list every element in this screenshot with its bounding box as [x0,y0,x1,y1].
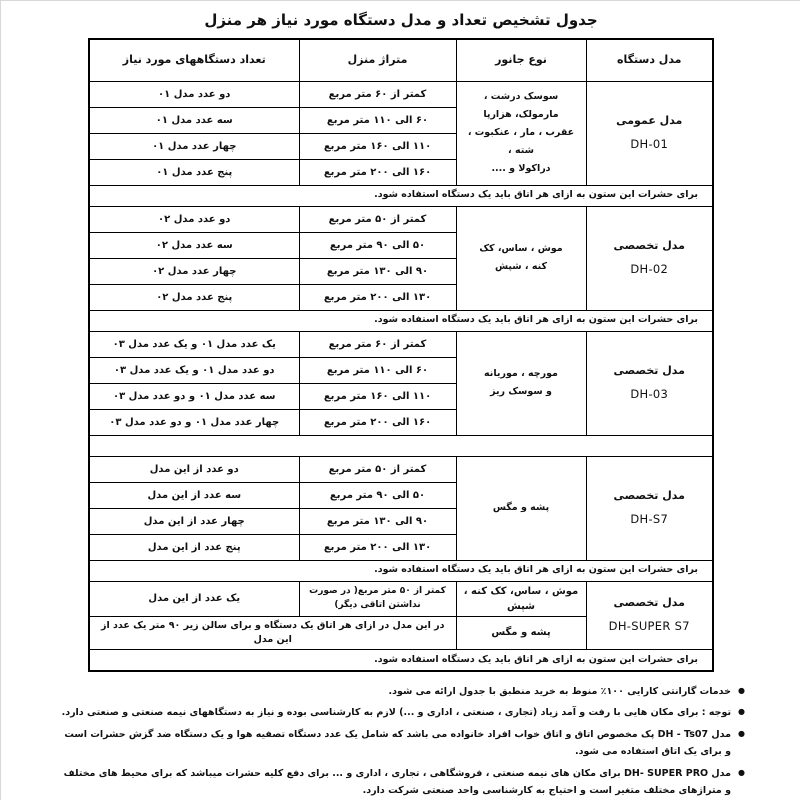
model-type-label: مدل تخصصی [613,239,685,253]
animal-cell: موش ، ساس، کک کنه ، شپش [456,581,586,616]
area-cell: ۱۶۰ الی ۲۰۰ متر مربع [299,159,456,185]
count-cell: چهار عدد از این مدل [89,508,299,534]
room-note-text: برای حشرات این ستون به ازای هر اتاق باید یک دستگاه استفاده شود. [89,310,713,331]
animal-line: سوسک درشت ، مارمولک، هزارپا [483,90,559,120]
footnote-text: توجه : برای مکان هایی با رفت و آمد زیاد (تجاری ، صنعتی ، اداری و ...) لازم به کارشناسی بوده و نیاز به دستگاههای نیمه صنعتی و صنعتی دارد. [61,707,732,719]
model-code-label: DH-02 [630,261,669,276]
col-header-model: مدل دستگاه [586,39,713,81]
area-cell: ۱۳۰ الی ۲۰۰ متر مربع [299,534,456,560]
count-cell: دو عدد مدل ۰۱ [89,81,299,107]
table-row [89,331,713,357]
room-note-row [89,310,713,331]
count-cell: سه عدد مدل ۰۲ [89,232,299,258]
table-row [89,581,713,616]
area-cell: کمتر از ۵۰ متر مربع [299,206,456,232]
bullet-icon: ● [738,685,745,695]
col-header-count: تعداد دستگاههای مورد نیاز [89,39,299,81]
animal-cell-dh02 [456,206,586,310]
count-cell: سه عدد مدل ۰۱ [89,107,299,133]
spacer-row [89,435,713,456]
area-cell: ۱۱۰ الی ۱۶۰ متر مربع [299,383,456,409]
animal-line: موش ، ساس، کک [479,242,563,254]
model-type-label: مدل تخصصی [613,489,685,503]
animal-line: و سوسک ریز [490,386,552,397]
room-note-row [89,560,713,581]
room-note-row [89,185,713,206]
animal-cell: پشه و مگس [456,616,586,650]
animal-cell-dh03 [456,331,586,435]
area-cell: کمتر از ۶۰ متر مربع [299,81,456,107]
model-cell-dh02 [586,206,713,310]
model-code-label: DH-01 [630,136,669,151]
animal-cell-dhs7 [456,456,586,560]
footnote-text: خدمات گارانتی کارایی ۱۰۰٪ منوط به خرید منطبق با جدول ارائه می شود. [388,685,732,697]
table-row [89,81,713,107]
area-cell: ۵۰ الی ۹۰ متر مربع [299,232,456,258]
animal-cell-dh01 [456,81,586,185]
count-cell: چهار عدد مدل ۰۱ و دو عدد مدل ۰۳ [89,409,299,435]
area-cell: کمتر از ۵۰ متر مربع [299,456,456,482]
count-cell: دو عدد از این مدل [89,456,299,482]
model-cell-dhs7 [586,456,713,560]
device-selection-table [88,38,714,672]
empty-cell [89,435,713,456]
area-cell: ۹۰ الی ۱۳۰ متر مربع [299,508,456,534]
merged-rule-cell: در این مدل در ازای هر اتاق یک دستگاه و برای سالن زیر ۹۰ متر یک عدد از این مدل [89,616,456,650]
document-page [1,1,800,801]
bullet-icon: ● [738,728,745,738]
count-cell: پنج عدد مدل ۰۱ [89,159,299,185]
model-type-label: مدل تخصصی [613,596,685,610]
area-cell: ۱۶۰ الی ۲۰۰ متر مربع [299,409,456,435]
count-cell: چهار عدد مدل ۰۲ [89,258,299,284]
count-cell: پنج عدد مدل ۰۲ [89,284,299,310]
footnote-item [57,765,745,800]
col-header-animal: نوع جانور [456,39,586,81]
area-cell: ۶۰ الی ۱۱۰ متر مربع [299,357,456,383]
count-cell: یک عدد از این مدل [89,581,299,616]
footnote-text: مدل DH- SUPER PRO برای مکان های نیمه صنعتی ، فروشگاهی ، تجاری ، اداری و ... برای دفع کلیه حشرات میباشد که برای محیط های مختلف و متراژهای مختلف متغیر است و احتیاج به کارشناسی واحد صنعتی شرکت دارد. [63,767,732,797]
area-cell: ۹۰ الی ۱۳۰ متر مربع [299,258,456,284]
animal-line: پشه و مگس [492,501,550,513]
area-cell: ۱۳۰ الی ۲۰۰ متر مربع [299,284,456,310]
count-cell: دو عدد مدل ۰۱ و یک عدد مدل ۰۳ [89,357,299,383]
area-cell: کمتر از ۵۰ متر مربع( در صورت نداشتن اتاقی دیگر) [299,581,456,616]
room-note-row [89,650,713,671]
footnote-item [57,704,745,722]
count-cell: چهار عدد مدل ۰۱ [89,133,299,159]
animal-line: عقرب ، مار ، عنکبوت ، شته ، [467,126,575,157]
table-row [89,206,713,232]
footnote-text: مدل DH - Ts07 پک مخصوص اتاق و اتاق خواب افراد خانواده می باشد که شامل یک عدد دستگاه تصفیه هوا و یک دستگاه ضد گزش حشرات است و برای یک اتاق استفاده می شود. [64,728,732,758]
page-title: جدول تشخیص تعداد و مدل دستگاه مورد نیاز هر منزل [204,11,598,29]
model-code-label: DH-03 [630,386,669,401]
footnotes-list [57,683,745,800]
area-cell: ۱۱۰ الی ۱۶۰ متر مربع [299,133,456,159]
count-cell: پنج عدد از این مدل [89,534,299,560]
area-cell: کمتر از ۶۰ متر مربع [299,331,456,357]
count-cell: سه عدد مدل ۰۱ و دو عدد مدل ۰۳ [89,383,299,409]
bullet-icon: ● [738,767,745,777]
area-cell: ۶۰ الی ۱۱۰ متر مربع [299,107,456,133]
model-code-label: DH-SUPER S7 [608,618,690,633]
room-note-text: برای حشرات این ستون به ازای هر اتاق باید یک دستگاه استفاده شود. [89,560,713,581]
model-cell-dhsupers7 [586,581,713,650]
footnote-item [57,683,745,701]
count-cell: دو عدد مدل ۰۲ [89,206,299,232]
count-cell: یک عدد مدل ۰۱ و یک عدد مدل ۰۳ [89,331,299,357]
animal-line: مورچه ، موریانه [484,367,558,379]
bullet-icon: ● [738,707,745,717]
table-header-row [89,39,713,81]
model-type-label: مدل تخصصی [613,364,685,378]
count-cell: سه عدد از این مدل [89,482,299,508]
area-cell: ۵۰ الی ۹۰ متر مربع [299,482,456,508]
model-code-label: DH-S7 [630,511,669,526]
model-cell-dh03 [586,331,713,435]
animal-line: کنه ، شپش [494,261,548,272]
model-type-label: مدل عمومی [616,114,683,128]
col-header-area: متراژ منزل [299,39,456,81]
animal-line: دراکولا و .... [491,163,551,175]
room-note-text: برای حشرات این ستون به ازای هر اتاق باید یک دستگاه استفاده شود. [89,185,713,206]
model-cell-dh01 [586,81,713,185]
room-note-text: برای حشرات این ستون به ازای هر اتاق باید یک دستگاه استفاده شود. [89,650,713,671]
table-row [89,456,713,482]
footnote-item [57,726,745,761]
